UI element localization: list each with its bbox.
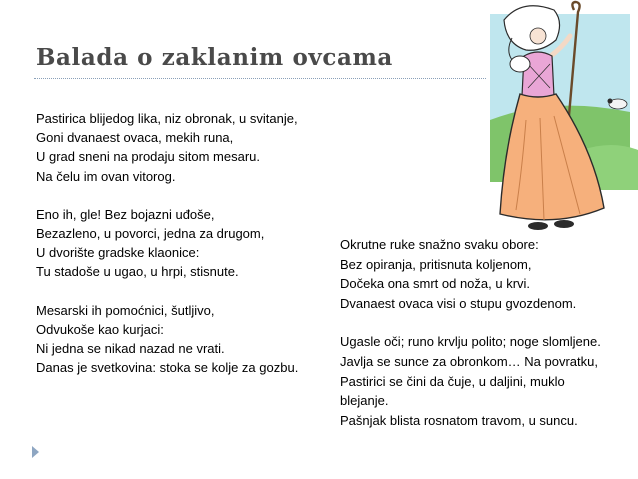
poem-line: Pastirici se čini da čuje, u daljini, muklo blejanje. [340, 373, 565, 409]
stanza-2 [36, 205, 336, 282]
poem-line: Danas je svetkovina: stoka se kolje za gozbu. [36, 360, 299, 376]
stanza-5 [340, 332, 610, 430]
shoe [528, 222, 548, 230]
shoe [554, 220, 574, 228]
stanza-3 [36, 301, 336, 378]
stanza-1 [36, 109, 336, 186]
poem-line: Goni dvanaest ovaca, mekih runa, [36, 130, 234, 146]
sheep-head [608, 99, 613, 104]
poem-line: U grad sneni na prodaju sitom mesaru. [36, 149, 261, 165]
poem-line: Javlja se sunce za obronkom… Na povratku, [340, 353, 598, 369]
poem-line: Dočeka ona smrt od noža, u krvi. [340, 276, 531, 292]
face [530, 28, 546, 44]
shepherdess-clipart-icon [482, 0, 638, 235]
poem-line: Pašnjak blista rosnatom travom, u suncu. [340, 412, 578, 428]
poem-line: Dvanaest ovaca visi o stupu gvozdenom. [340, 295, 577, 311]
poem-line: Pastirica blijedog lika, niz obronak, u svitanje, [36, 111, 298, 126]
poem-line: Tu stadoše u ugao, u hrpi, stisnute. [36, 264, 239, 280]
poem-line: Mesarski ih pomoćnici, šutljivo, [36, 302, 215, 318]
sleeve [510, 56, 530, 72]
slide-title: Balada o zaklanim ovcama [36, 44, 393, 71]
poem-line: U dvorište gradske klaonice: [36, 245, 200, 261]
poem-line: Okrutne ruke snažno svaku obore: [340, 237, 539, 252]
poem-line: Odvukoše kao kurjaci: [36, 321, 164, 337]
poem-line: Bezazleno, u povorci, jedna za drugom, [36, 226, 265, 242]
poem-line: Na čelu im ovan vitorog. [36, 168, 176, 184]
bullet-arrow-icon [32, 446, 39, 458]
poem-left-column [36, 109, 336, 396]
poem-right-column [340, 235, 610, 449]
poem-line: Bez opiranja, pritisnuta koljenom, [340, 256, 532, 272]
poem-line: Ni jedna se nikad nazad ne vrati. [36, 341, 225, 357]
title-divider [34, 78, 486, 79]
poem-line: Ugasle oči; runo krvlju polito; noge slomljene. [340, 334, 601, 350]
stanza-4 [340, 235, 610, 313]
poem-line: Eno ih, gle! Bez bojazni uđoše, [36, 206, 215, 222]
